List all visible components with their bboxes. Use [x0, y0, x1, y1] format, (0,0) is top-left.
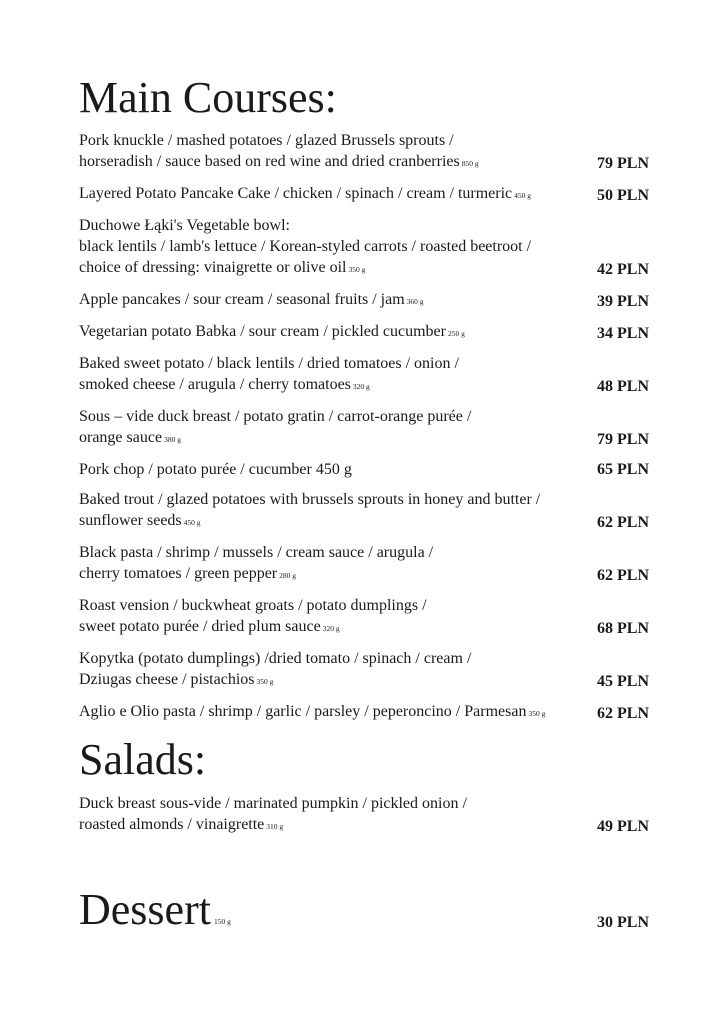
menu-item-line: horseradish / sauce based on red wine and dried cranberries [79, 153, 460, 170]
menu-item-description [79, 289, 584, 312]
dessert-row [79, 885, 649, 934]
menu-item-weight: 360 g [406, 297, 424, 306]
menu-item-description [79, 130, 584, 174]
menu-item [79, 489, 649, 533]
menu-item-price: 42 PLN [597, 261, 649, 278]
menu-item [79, 595, 649, 639]
menu-item [79, 701, 649, 724]
menu-item-line: Layered Potato Pancake Cake / chicken / spinach / cream / turmeric [79, 185, 513, 202]
menu-item-line: sunflower seeds [79, 512, 182, 529]
menu-item-description [79, 648, 584, 692]
menu-item-description [79, 793, 584, 837]
menu-item-price: 62 PLN [597, 567, 649, 584]
menu-item-line: Pork knuckle / mashed potatoes / glazed Brussels sprouts / [79, 132, 454, 149]
menu-item-weight: 250 g [447, 329, 465, 338]
dessert-heading: Dessert [79, 885, 211, 934]
menu-item-description [79, 406, 584, 450]
menu-item [79, 215, 649, 280]
menu-item-line: Baked sweet potato / black lentils / dried tomatoes / onion / [79, 355, 459, 372]
menu-item-description [79, 542, 584, 586]
menu-item-price: 50 PLN [597, 187, 649, 204]
menu-item-weight: 450 g [514, 191, 532, 200]
salads-heading: Salads: [79, 735, 207, 784]
menu-item-weight: 320 g [352, 382, 370, 391]
menu-item-price: 62 PLN [597, 514, 649, 531]
menu-item-line: Pork chop / potato purée / cucumber 450 g [79, 461, 352, 478]
menu-item-line: cherry tomatoes / green pepper [79, 565, 278, 582]
menu-item [79, 542, 649, 586]
menu-item-price: 45 PLN [597, 673, 649, 690]
menu-item-line: black lentils / lamb's lettuce / Korean-styled carrots / roasted beetroot / [79, 238, 532, 255]
dessert-price: 30 PLN [597, 914, 649, 931]
menu-item [79, 793, 649, 837]
menu-item-line: Dziugas cheese / pistachios [79, 671, 255, 688]
menu-item-description [79, 489, 584, 533]
menu-item-price: 79 PLN [597, 155, 649, 172]
menu-item-description [79, 215, 584, 280]
menu-item-description [79, 595, 584, 639]
menu-item-line: orange sauce [79, 429, 163, 446]
menu-item-price: 79 PLN [597, 431, 649, 448]
menu-item-weight: 350 g [256, 677, 274, 686]
menu-item-line: roasted almonds / vinaigrette [79, 816, 265, 833]
menu-item-line: Duck breast sous-vide / marinated pumpkin / pickled onion / [79, 795, 467, 812]
menu-item-description [79, 701, 584, 724]
menu-item-line: Black pasta / shrimp / mussels / cream sauce / arugula / [79, 544, 434, 561]
menu-item-weight: 320 g [322, 624, 340, 633]
menu-item-description [79, 353, 584, 397]
menu-item-weight: 280 g [279, 571, 297, 580]
main-courses-heading: Main Courses: [79, 73, 337, 122]
menu-item-line: smoked cheese / arugula / cherry tomatoes [79, 376, 351, 393]
menu-item-price: 39 PLN [597, 293, 649, 310]
menu-item-weight: 350 g [348, 265, 366, 274]
main-courses-list [79, 130, 649, 733]
menu-item-line: Kopytka (potato dumplings) /dried tomato / spinach / cream / [79, 650, 472, 667]
menu-item-weight: 350 g [528, 709, 546, 718]
menu-item-description [79, 183, 584, 206]
menu-item-price: 62 PLN [597, 705, 649, 722]
dessert-weight: 150 g [213, 917, 231, 926]
menu-item [79, 321, 649, 344]
menu-item-line: Duchowe Łąki's Vegetable bowl: [79, 217, 290, 234]
menu-item [79, 648, 649, 692]
menu-item [79, 459, 649, 480]
menu-item [79, 289, 649, 312]
menu-item-price: 49 PLN [597, 818, 649, 835]
menu-item-line: sweet potato purée / dried plum sauce [79, 618, 321, 635]
menu-item-line: Aglio e Olio pasta / shrimp / garlic / parsley / peperoncino / Parmesan [79, 703, 527, 720]
menu-item-weight: 850 g [461, 159, 479, 168]
menu-item-line: Vegetarian potato Babka / sour cream / pickled cucumber [79, 323, 446, 340]
menu-item-description [79, 459, 584, 480]
menu-item-line: Sous – vide duck breast / potato gratin / carrot-orange purée / [79, 408, 472, 425]
menu-item-price: 34 PLN [597, 325, 649, 342]
menu-item-price: 68 PLN [597, 620, 649, 637]
menu-item-price: 65 PLN [597, 461, 649, 478]
menu-item [79, 406, 649, 450]
menu-item-weight: 450 g [183, 518, 201, 527]
menu-item-line: Apple pancakes / sour cream / seasonal fruits / jam [79, 291, 405, 308]
menu-item-line: Baked trout / glazed potatoes with brussels sprouts in honey and butter / [79, 491, 541, 508]
menu-item [79, 130, 649, 174]
menu-item-weight: 310 g [266, 822, 284, 831]
menu-item-price: 48 PLN [597, 378, 649, 395]
salads-list [79, 793, 649, 846]
menu-item-weight: 380 g [164, 435, 181, 444]
menu-item-line: Roast vension / buckwheat groats / potato dumplings / [79, 597, 427, 614]
menu-item [79, 353, 649, 397]
menu-item-description [79, 321, 584, 344]
menu-item [79, 183, 649, 206]
menu-item-line: choice of dressing: vinaigrette or olive oil [79, 259, 347, 276]
